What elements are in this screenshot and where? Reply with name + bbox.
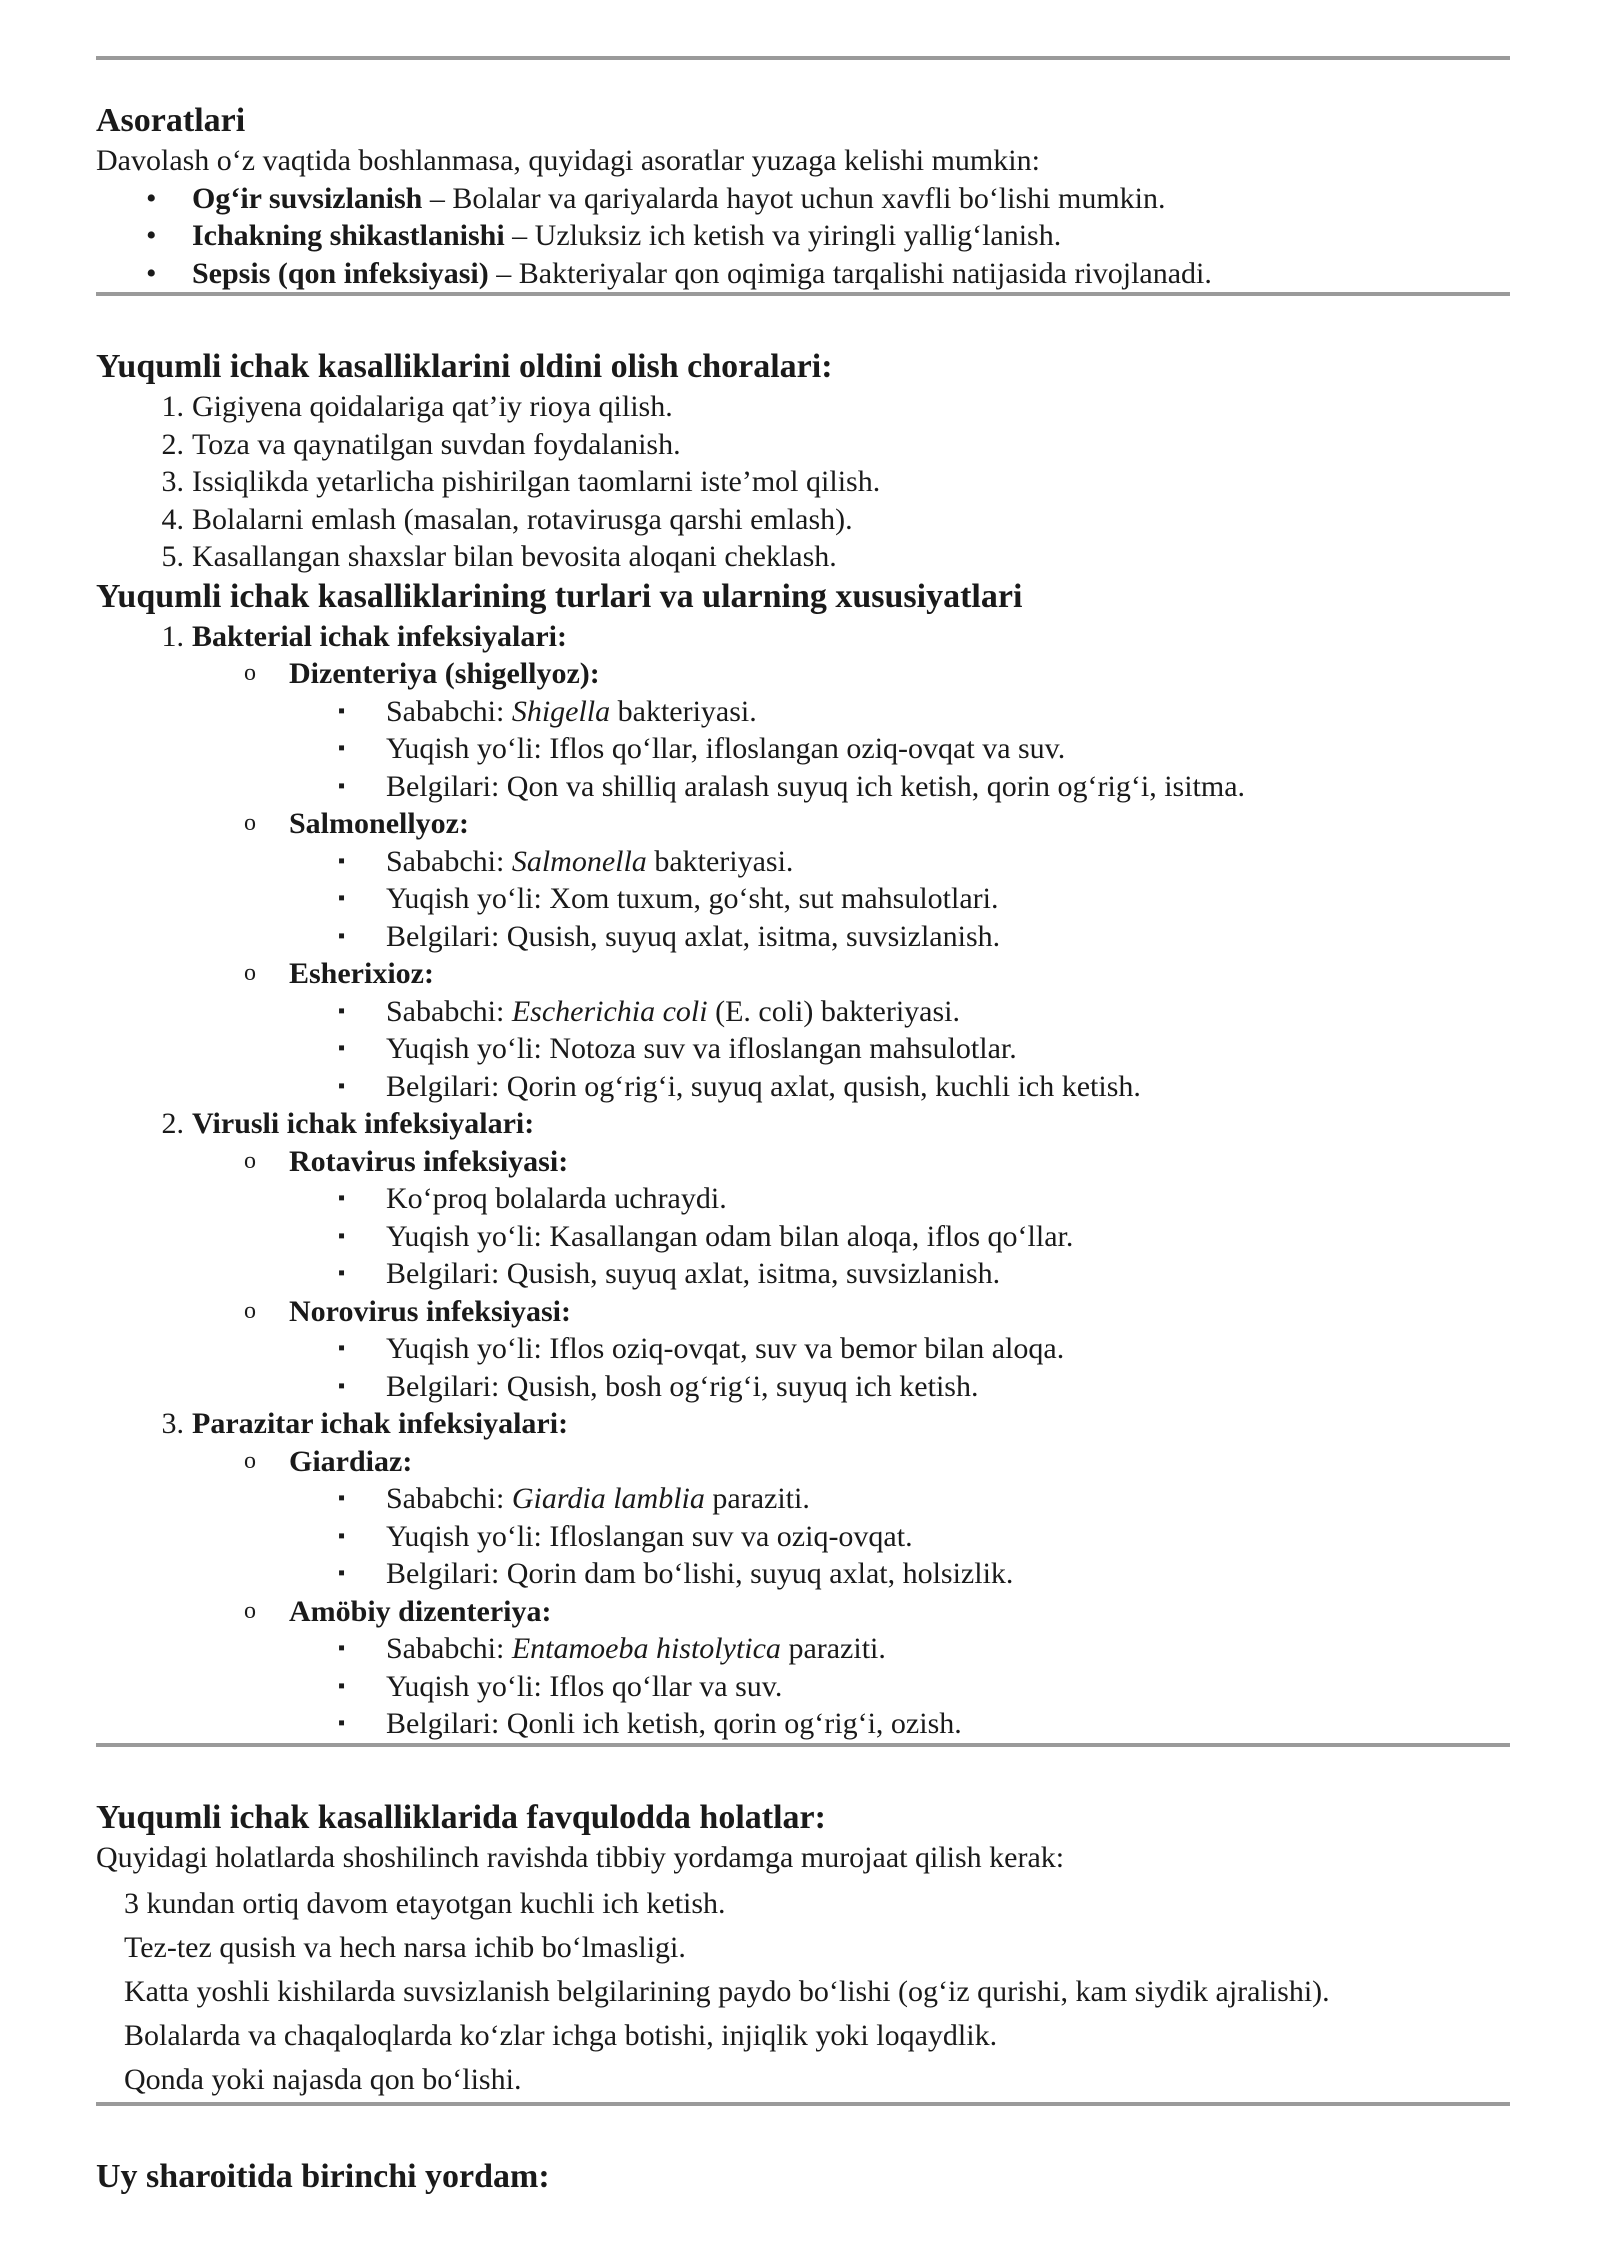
square-bullet-icon: ▪: [338, 887, 346, 909]
complications-heading: Asoratlari: [96, 102, 246, 139]
pathogen-name: Shigella: [511, 694, 611, 728]
disease-item: [96, 655, 1510, 693]
circle-bullet-icon: o: [244, 1447, 256, 1474]
disease-item: [96, 1593, 1510, 1631]
circle-bullet-icon: o: [244, 810, 256, 836]
disease-detail: [96, 1518, 1510, 1556]
group-title: Bakterial ichak infeksiyalari:: [192, 619, 567, 653]
square-bullet-icon: ▪: [338, 1674, 346, 1697]
types-heading: Yuqumli ichak kasalliklarining turlari va ularning xususiyatlari: [96, 577, 1023, 615]
types-section: [96, 576, 1510, 1743]
disease-name: Esherixioz:: [289, 957, 434, 990]
circle-bullet-icon: o: [244, 1297, 256, 1324]
circle-bullet-icon: o: [244, 960, 256, 986]
detail-text: bakteriyasi.: [646, 844, 794, 878]
list-item: Katta yoshli kishilarda suvsizlanish belgilarining paydo bo‘lishi (og‘iz qurishi, kam siydik ajralishi).: [124, 1975, 1330, 2008]
square-bullet-icon: ▪: [338, 1487, 346, 1509]
disease-detail: [96, 1030, 1510, 1068]
emergency-intro: Quyidagi holatlarda shoshilinch ravishda tibbiy yordamga murojaat qilish kerak:: [96, 1840, 1065, 1874]
detail-text: Yuqish yo‘li: Iflos oziq-ovqat, suv va bemor bilan aloqa.: [386, 1332, 1065, 1365]
detail-text: (E. coli) bakteriyasi.: [707, 994, 961, 1028]
disease-item: [96, 955, 1510, 993]
square-bullet-icon: ▪: [338, 1637, 346, 1659]
pathogen-name: Salmonella: [511, 844, 647, 878]
square-bullet-icon: ▪: [338, 1262, 346, 1284]
infection-group: [96, 618, 1510, 656]
first-aid-heading: Uy sharoitida birinchi yordam:: [96, 2158, 550, 2195]
section-divider: [96, 2102, 1510, 2106]
group-title: Parazitar ichak infeksiyalari:: [192, 1407, 569, 1440]
disease-name: Rotavirus infeksiyasi:: [289, 1144, 569, 1178]
detail-text: Belgilari: Qusish, suyuq axlat, isitma, suvsizlanish.: [386, 919, 1001, 953]
disease-detail: [96, 1555, 1510, 1593]
disease-detail: [96, 918, 1510, 956]
disease-detail: [96, 1630, 1510, 1668]
detail-text: Sababchi:: [386, 1482, 512, 1515]
list-number: 3.: [161, 1407, 184, 1440]
disease-detail: [96, 843, 1510, 881]
disease-detail: [96, 1255, 1510, 1293]
detail-text: Belgilari: Qonli ich ketish, qorin og‘rig‘i, ozish.: [386, 1707, 962, 1740]
disease-detail: [96, 768, 1510, 806]
disease-detail: [96, 880, 1510, 918]
disease-detail: [96, 1668, 1510, 1706]
section-divider: [96, 1743, 1510, 1747]
prevention-heading: Yuqumli ichak kasalliklarini oldini olish choralari:: [96, 348, 833, 385]
detail-text: Yuqish yo‘li: Iflos qo‘llar, ifloslangan oziq-ovqat va suv.: [386, 732, 1066, 765]
disease-name: Giardiaz:: [289, 1444, 413, 1478]
top-divider: [96, 56, 1510, 60]
list-item: Bolalarda va chaqaloqlarda ko‘zlar ichga botishi, injiqlik yoki loqaydlik.: [124, 2019, 998, 2052]
pathogen-name: Entamoeba histolytica: [511, 1632, 781, 1665]
pathogen-name: Giardia lamblia: [511, 1482, 705, 1515]
prevention-section: [96, 346, 1510, 576]
detail-text: Belgilari: Qon va shilliq aralash suyuq ich ketish, qorin og‘rig‘i, isitma.: [386, 769, 1246, 803]
disease-detail: [96, 693, 1510, 731]
disease-detail: [96, 1068, 1510, 1106]
detail-text: Yuqish yo‘li: Kasallangan odam bilan aloqa, iflos qo‘llar.: [386, 1219, 1074, 1253]
detail-text: Belgilari: Qorin og‘rig‘i, suyuq axlat, qusish, kuchli ich ketish.: [386, 1069, 1141, 1103]
infection-group: [96, 1105, 1510, 1143]
disease-name: Salmonellyoz:: [289, 807, 469, 840]
list-item: 4. Bolalarni emlash (masalan, rotavirusga qarshi emlash).: [161, 502, 853, 536]
square-bullet-icon: ▪: [338, 1712, 346, 1734]
list-item: • Og‘ir suvsizlanish – Bolalar va qariyalarda hayot uchun xavfli bo‘lishi mumkin.: [96, 180, 1510, 218]
detail-text: Ko‘proq bolalarda uchraydi.: [386, 1182, 727, 1215]
disease-item: [96, 1443, 1510, 1481]
square-bullet-icon: ▪: [338, 1524, 346, 1547]
square-bullet-icon: ▪: [338, 737, 346, 759]
emergency-heading: Yuqumli ichak kasalliklarida favqulodda holatlar:: [96, 1798, 826, 1836]
list-item: • Sepsis (qon infeksiyasi) – Bakteriyalar qon oqimiga tarqalishi natijasida rivojlanadi.: [96, 255, 1510, 293]
detail-text: bakteriyasi.: [610, 694, 757, 728]
list-item: 3. Issiqlikda yetarlicha pishirilgan taomlarni iste’mol qilish.: [161, 465, 881, 498]
disease-name: Amöbiy dizenteriya:: [289, 1594, 552, 1628]
disease-name: Dizenteriya (shigellyoz):: [289, 657, 600, 690]
list-item: 3 kundan ortiq davom etayotgan kuchli ich ketish.: [124, 1887, 726, 1920]
disease-detail: [96, 1480, 1510, 1518]
disease-detail: [96, 993, 1510, 1031]
list-item: Qonda yoki najasda qon bo‘lishi.: [124, 2063, 522, 2096]
detail-text: Sababchi:: [386, 1632, 512, 1665]
list-item: 5. Kasallangan shaxslar bilan bevosita aloqani cheklash.: [161, 540, 837, 573]
emergency-section: [96, 1797, 1510, 2103]
disease-item: [96, 805, 1510, 843]
document-content: [96, 56, 1510, 2198]
disease-detail: [96, 1330, 1510, 1368]
detail-text: Yuqish yo‘li: Notoza suv va ifloslangan mahsulotlar.: [386, 1032, 1017, 1065]
square-bullet-icon: ▪: [338, 1374, 346, 1397]
square-bullet-icon: ▪: [338, 999, 346, 1022]
detail-text: Sababchi:: [386, 844, 512, 878]
square-bullet-icon: ▪: [338, 1337, 346, 1359]
disease-detail: [96, 730, 1510, 768]
first-aid-section: [96, 2156, 1510, 2198]
detail-text: Belgilari: Qorin dam bo‘lishi, suyuq axlat, holsizlik.: [386, 1557, 1014, 1590]
circle-bullet-icon: o: [244, 660, 256, 686]
bullet-icon: •: [146, 181, 157, 215]
detail-text: Yuqish yo‘li: Iflos qo‘llar va suv.: [386, 1669, 783, 1703]
disease-detail: [96, 1368, 1510, 1406]
emergency-list: [96, 1882, 1510, 2102]
detail-text: Belgilari: Qusish, bosh og‘rig‘i, suyuq ich ketish.: [386, 1369, 979, 1403]
square-bullet-icon: ▪: [338, 849, 346, 872]
detail-text: paraziti.: [780, 1632, 886, 1665]
disease-item: [96, 1293, 1510, 1331]
list-item: 1. Gigiyena qoidalariga qat’iy rioya qilish.: [161, 390, 673, 423]
complications-list: [96, 180, 1510, 293]
list-number: 2.: [161, 1107, 184, 1140]
bullet-icon: •: [146, 256, 157, 290]
square-bullet-icon: ▪: [338, 774, 346, 797]
square-bullet-icon: ▪: [338, 1224, 346, 1247]
disease-detail: [96, 1705, 1510, 1743]
list-item: Tez-tez qusish va hech narsa ichib bo‘lmasligi.: [124, 1931, 686, 1964]
circle-bullet-icon: o: [244, 1597, 256, 1624]
square-bullet-icon: ▪: [338, 1037, 346, 1059]
prevention-list: [96, 388, 1510, 576]
detail-text: Belgilari: Qusish, suyuq axlat, isitma, suvsizlanish.: [386, 1257, 1001, 1290]
pathogen-name: Escherichia coli: [511, 994, 708, 1028]
list-number: 1.: [161, 619, 184, 653]
list-item: • Ichakning shikastlanishi – Uzluksiz ich ketish va yiringli yallig‘lanish.: [96, 217, 1510, 255]
types-list: [96, 618, 1510, 1743]
detail-text: Sababchi:: [386, 994, 512, 1028]
section-divider: [96, 292, 1510, 296]
disease-name: Norovirus infeksiyasi:: [289, 1294, 571, 1328]
infection-group: [96, 1405, 1510, 1443]
square-bullet-icon: ▪: [338, 1187, 346, 1209]
disease-detail: [96, 1180, 1510, 1218]
disease-item: [96, 1143, 1510, 1181]
group-title: Virusli ichak infeksiyalari:: [192, 1107, 535, 1140]
square-bullet-icon: ▪: [338, 924, 346, 947]
detail-text: paraziti.: [704, 1482, 810, 1515]
circle-bullet-icon: o: [244, 1147, 256, 1174]
bullet-icon: •: [146, 219, 157, 252]
square-bullet-icon: ▪: [338, 1074, 346, 1097]
detail-text: Yuqish yo‘li: Xom tuxum, go‘sht, sut mahsulotlari.: [386, 882, 999, 915]
square-bullet-icon: ▪: [338, 699, 346, 722]
list-item: 2. Toza va qaynatilgan suvdan foydalanish.: [161, 427, 681, 461]
square-bullet-icon: ▪: [338, 1562, 346, 1584]
detail-text: Sababchi:: [386, 694, 512, 728]
detail-text: Yuqish yo‘li: Ifloslangan suv va oziq-ovqat.: [386, 1519, 913, 1553]
complications-section: [96, 100, 1510, 292]
complications-intro: Davolash o‘z vaqtida boshlanmasa, quyidagi asoratlar yuzaga kelishi mumkin:: [96, 144, 1040, 177]
disease-detail: [96, 1218, 1510, 1256]
